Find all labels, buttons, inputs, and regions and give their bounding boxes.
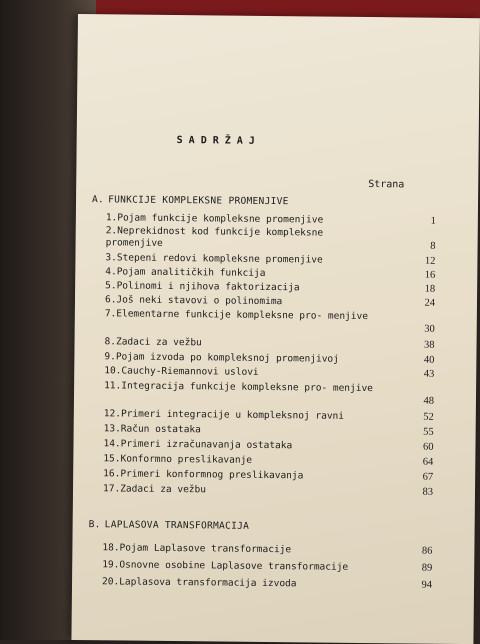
- toc-entry: 8.Zadaci za vežbu 38: [104, 336, 435, 351]
- toc-page-number: 12: [424, 255, 436, 267]
- page-column-header: Strana: [368, 179, 405, 191]
- toc-entry: 1.Pojam funkcije kompleksne promenjive 1: [105, 212, 436, 227]
- toc-page-number: 86: [421, 545, 433, 557]
- table-of-contents-page: [71, 14, 480, 644]
- toc-page-number: 83: [422, 486, 434, 498]
- page-title: SADRŽAJ: [176, 135, 261, 147]
- section-a-heading: A. FUNKCIJE KOMPLEKSNE PROMENJIVE: [91, 194, 289, 208]
- toc-entry: 14.Primeri izračunavanja ostataka 60: [103, 438, 434, 453]
- toc-entry: 16.Primeri konformnog preslikavanja 67: [103, 468, 434, 483]
- toc-page-number: 38: [423, 339, 435, 351]
- toc-page-number: 18: [424, 283, 436, 295]
- toc-page-number: 94: [421, 579, 433, 591]
- toc-entry: 18.Pojam Laplasove transformacije 86: [102, 542, 433, 557]
- toc-entry: 12.Primeri integracije u kompleksnoj ravni 52: [103, 408, 434, 423]
- toc-page-number: 8: [430, 240, 436, 252]
- toc-page-number: 1: [430, 215, 436, 227]
- toc-entry: 5.Polinomi i njihova faktorizacija 18: [105, 280, 436, 295]
- toc-page-number: 60: [422, 441, 434, 453]
- toc-entry: 11.Integracija funkcije kompleksne pro- menjive 48: [104, 380, 435, 407]
- toc-page-number: 30: [424, 323, 435, 335]
- toc-page-number: 24: [424, 297, 436, 309]
- toc-entry: 15.Konformno preslikavanje 64: [103, 453, 434, 468]
- toc-page-number: 52: [423, 411, 434, 423]
- toc-entry: 3.Stepeni redovi kompleksne promenjive 12: [105, 252, 436, 267]
- toc-page-number: 16: [424, 269, 436, 281]
- toc-entry: 2.Neprekidnost kod funkcije kompleksne promenjive 8: [105, 225, 436, 252]
- toc-page-number: 64: [422, 456, 434, 468]
- toc-entry: 9.Pojam izvoda po kompleksnoj promenjivoj 40: [104, 351, 435, 366]
- toc-entry: 13.Račun ostataka 55: [103, 423, 434, 438]
- toc-page-number: 55: [423, 426, 434, 438]
- toc-entry: 17.Zadaci za vežbu 83: [102, 483, 434, 498]
- toc-entry: 7.Elementarne funkcije kompleksne pro- menjive 30: [104, 308, 435, 335]
- toc-entry: 19.Osnovne osobine Laplasove transformacije 89: [102, 559, 433, 574]
- toc-page-number: 48: [423, 395, 435, 407]
- section-b-heading: B. LAPLASOVA TRANSFORMACIJA: [88, 519, 250, 532]
- toc-page-number: 67: [422, 471, 434, 483]
- toc-entry: 4.Pojam analitičkih funkcija 16: [105, 266, 436, 281]
- toc-entry: 6.Još neki stavovi o polinomima 24: [104, 294, 436, 309]
- toc-entry: 20.Laplasova transformacija izvoda 94: [101, 576, 433, 591]
- toc-entry: 10.Cauchy-Riemannovi uslovi 43: [104, 365, 435, 380]
- toc-page-number: 40: [423, 354, 435, 366]
- toc-page-number: 43: [423, 368, 435, 380]
- toc-page-number: 89: [421, 562, 433, 574]
